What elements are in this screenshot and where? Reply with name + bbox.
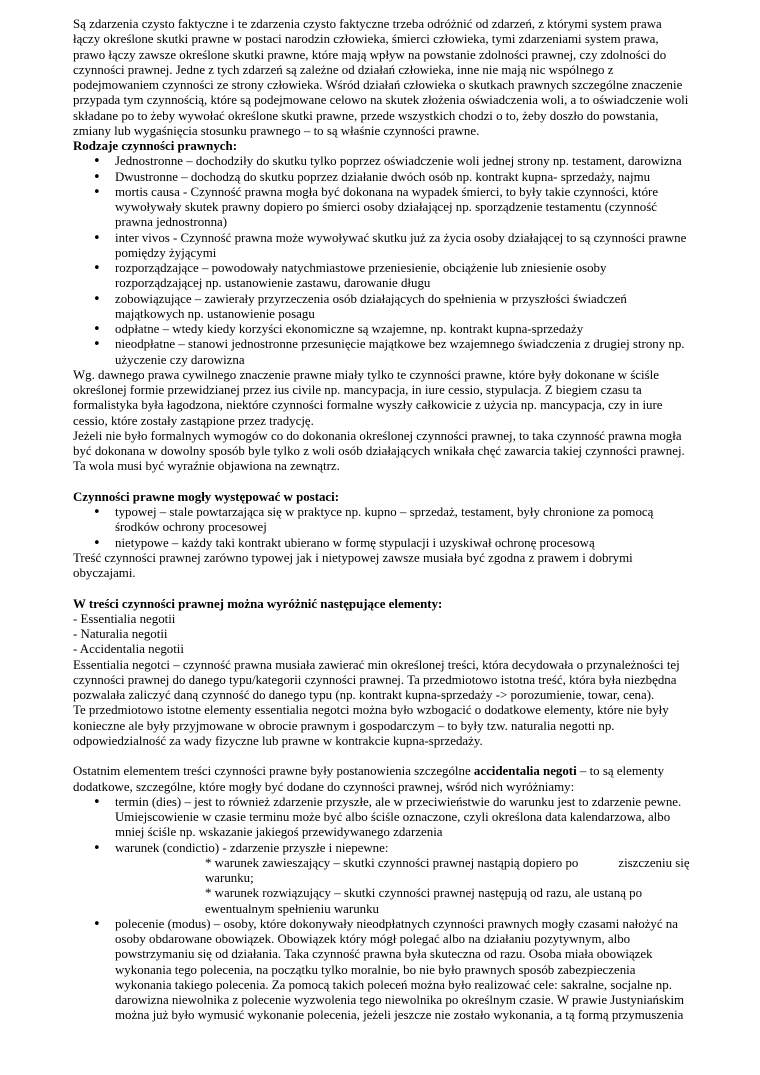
accidentalia-text-before: Ostatnim elementem treści czynności prawne były postanowienia szczególne [73,764,474,779]
list-item: • mortis causa - Czynność prawna mogła być dokonana na wypadek śmierci, to były takie czynności, które wywoływały skutek prawny dopiero po śmierci osoby działającej np. sporządzenie testamentu (czynność prawna jednostronna) [73,185,692,231]
warunek-rozwiazujacy: * warunek rozwiązujący – skutki czynności prawnej następują od razu, ale ustaną po ewentualnym spełnieniu warunku [205,886,643,916]
warunek-zawieszajacy-end: warunku; [205,871,254,885]
accidentalia-text-after: – to są elementy dodatkowe, szczególne, które mogły być dodane do czynności prawnej, wśród nich wyróżniamy: [73,764,665,794]
list-item-warunek [73,841,692,917]
list-item: • odpłatne – wtedy kiedy korzyści ekonomiczne są wzajemne, np. kontrakt kupna-sprzedaży [73,322,692,337]
intro-paragraph: Są zdarzenia czysto faktyczne i te zdarzenia czysto faktyczne trzeba odróżnić od zdarzeń, z którymi system prawa łączy określone skutki prawne w postaci narodzin człowieka, śmierci człowieka, tymi zdarzeniami system prawa, prawo łączy zawsze określone skutki prawne, które mają wpływ na powstanie zdolności prawnej, czy zdolności do czynności prawnej. Jedne z tych zdarzeń są zależne od działań człowieka, inne nie mają nic wspólnego z podejmowaniem czynności ze strony człowieka. Wśród działań człowieka o skutkach prawnych szczególne znaczenie przypada tym czynnością, które są podejmowane celowo na skutek złożenia oświadczenia woli, a to oświadczenie woli składane po to żeby wywołać określone skutki prawne, przede wszystkich chodzi o to, żeby doszło do powstania, zmiany lub wygaśnięcia stosunku prawnego – to są właśnie czynności prawne. [73,17,689,138]
element-item: - Naturalia negotii [73,627,168,641]
warunek-subitems [115,856,692,917]
list-item: • Dwustronne – dochodzą do skutku poprzez działanie dwóch osób np. kontrakt kupna- sprzedaży, najmu [73,170,692,185]
types-heading: Rodzaje czynności prawnych: [73,139,237,153]
list-item: • rozporządzające – powodowały natychmiastowe przeniesienie, obciążenie lub zniesienie osoby rozporządzającej np. ustanowienie zastawu, darowanie długu [73,261,692,292]
list-item: • inter vivos - Czynność prawna może wywoływać skutku już za życia osoby działającej to są czynności prawne pomiędzy żyjącymi [73,231,692,262]
types-list [73,154,692,368]
accidentalia-paragraph [73,764,692,795]
naturalia-paragraph: Te przedmiotowo istotne elementy essentialia negotci można było wzbogacić o dodatkowe elementy, które nie były konieczne ale były przyjmowane w obrocie prawnym i gospodarczym – to były tzw. naturalia negotti np. odpowiedzialność za wady fizyczne lub prawne w kontrakcie kupna-sprzedaży. [73,703,669,748]
list-item: • nietypowe – każdy taki kontrakt ubierano w formę stypulacji i uzyskiwał ochronę procesową [73,536,692,551]
spacer [73,749,692,764]
history-paragraph-2: Jeżeli nie było formalnych wymogów co do dokonania określonej czynności prawnej, to taka czynność prawna mogła być dokonana w dowolny sposób byle tylko z woli osób działających wnikała chęć zawarcia takiej czynności prawnej. Ta wola musi być wyraźnie objawiona na zewnątrz. [73,428,685,474]
warunek-zawieszajacy [205,856,692,871]
element-item: - Essentialia negotii [73,611,176,626]
list-item-termin: • termin (dies) – jest to również zdarzenie przyszłe, ale w przeciwieństwie do warunku jest to zdarzenie pewne. Umiejscowienie w czasie terminu może być albo ściśle oznaczone, czyli określona data kalendarzowa, albo mniej ściśle np. wskazanie jakiegoś przewidywanego zdarzenia [73,795,692,841]
list-item: • Jednostronne – dochodziły do skutku tylko poprzez oświadczenie woli jednej strony np. testament, darowizna [73,154,692,169]
forms-note: Treść czynności prawnej zarówno typowej jak i nietypowej zawsze musiała być zgodna z prawem i dobrymi obyczajami. [73,550,633,580]
spacer [73,581,692,596]
list-item-polecenie: • polecenie (modus) – osoby, które dokonywały nieodpłatnych czynności prawnych mogły czasami nałożyć na osoby obdarowane obowiązek. Obowiązek który mógł polegać albo na działaniu pozytywnym, albo powstrzymaniu się od działania. Taka czynność prawna była skuteczna od razu. Osoba miała obowiązek wykonania tego polecenia, na początku tylko moralnie, bo nie było prawnych sposób zabezpieczenia wykonania takiego polecenia. Za pomocą takich poleceń można było realizować cele: sakralne, socjalne np. darowizna niewolnika z polecenie wyzwolenia tego niewolnika po określnym czasie. W prawie Justyniańskim można już było wymusić wykonanie polecenia, jeżeli jeszcze nie zostało wykonania, a tą formą przymuszenia [73,917,692,1024]
essentialia-paragraph: Essentialia negotci – czynność prawna musiała zawierać min określonej treści, która decydowała o przynależności tej czynności prawnej do danego typu/kategorii czynności prawnej. Ta przedmiotowo istotna treść, która była niezbędna pozwalała zaliczyć daną czynność do danego typu (np. kontrakt kupna-sprzedaży -> porozumienie, towar, cena). [73,657,680,702]
forms-heading: Czynności prawne mogły występować w postaci: [73,489,340,504]
accidentalia-list [73,795,692,1024]
warunek-label: warunek (condictio) - zdarzenie przyszłe i niepewne: [115,840,389,855]
list-item: • typowej – stale powtarzająca się w praktyce np. kupno – sprzedaż, testament, były chronione za pomocą środków ochrony procesowej [73,505,692,536]
list-item: • zobowiązujące – zawierały przyrzeczenia osób działających do spełnienia w przyszłości świadczeń majątkowych np. ustanowienie posagu [73,292,692,323]
warunek-zawieszajacy-text-2: ziszczeniu się [618,855,690,870]
list-item: • nieodpłatne – stanowi jednostronne przesunięcie majątkowe bez wzajemnego świadczenia z drugiej strony np. użyczenie czy darowizna [73,337,692,368]
element-item: - Accidentalia negotii [73,642,184,657]
warunek-zawieszajacy-text: * warunek zawieszający – skutki czynności prawnej nastąpią dopiero po [205,855,579,870]
spacer [73,475,692,490]
elements-heading: W treści czynności prawnej można wyróżnić następujące elementy: [73,596,443,611]
forms-list [73,505,692,551]
accidentalia-term: accidentalia negoti [473,764,577,779]
history-paragraph-1: Wg. dawnego prawa cywilnego znaczenie prawne miały tylko te czynności prawne, które były dokonane w ściśle określonej formie przewidzianej przez ius civile np. mancypacja, in iure cessio, stypulacja. Z biegiem czasu ta formalistyka była łagodzona, niektóre czynności formalne wyszły całkowicie z użycia np. mancypacja, czy in iure cessio, które zostały zastąpione przez tradycję. [73,367,663,428]
